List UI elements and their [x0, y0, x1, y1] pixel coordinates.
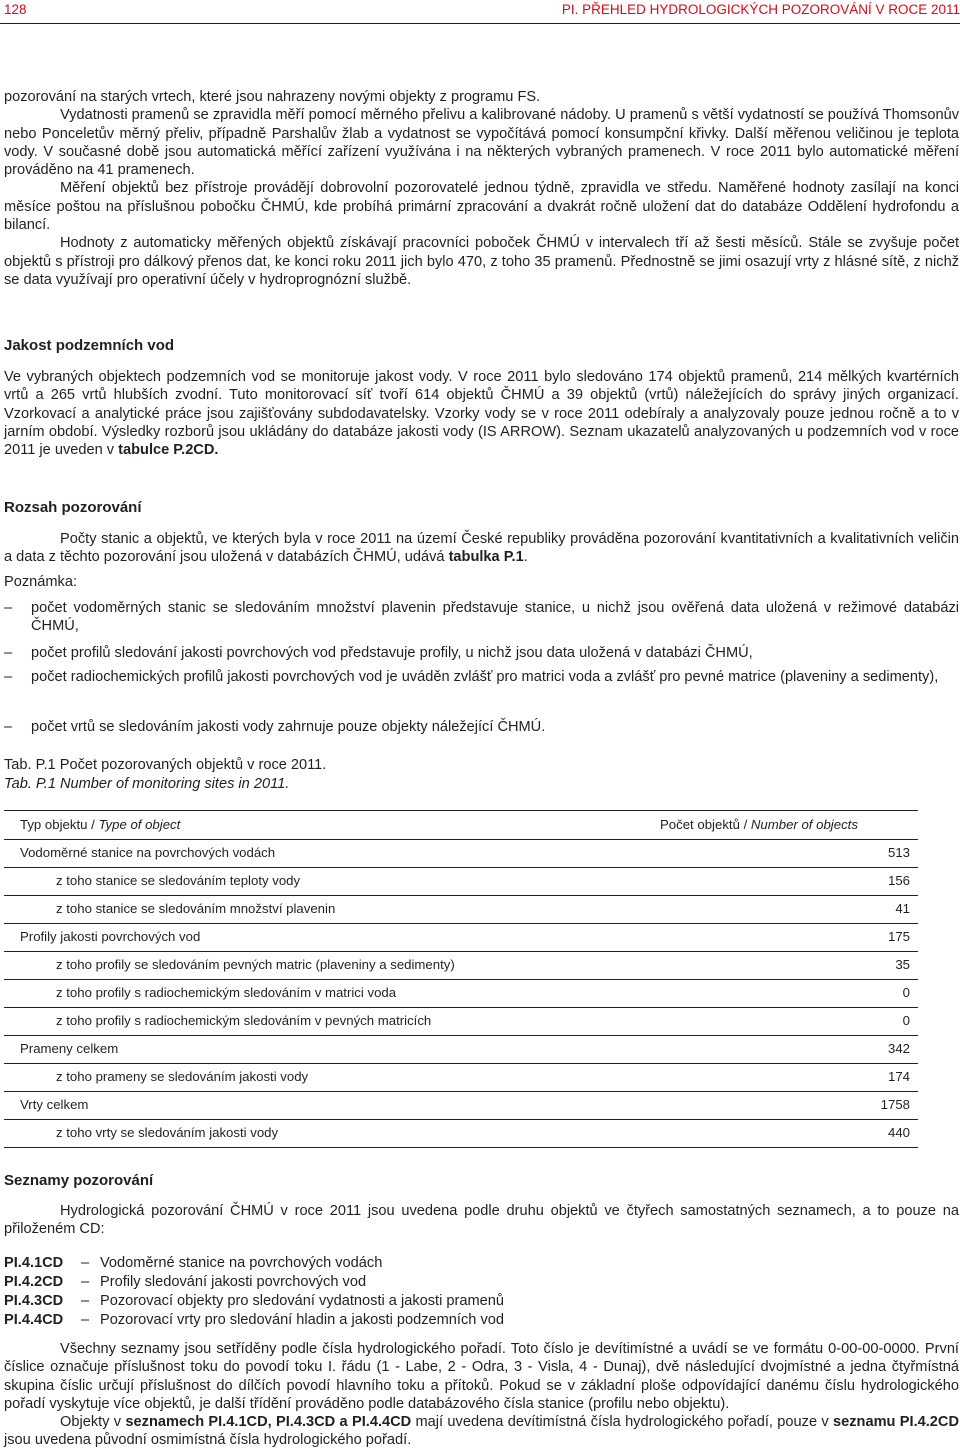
row-label: Vodoměrné stanice na povrchových vodách — [4, 840, 660, 868]
list-code: PI.4.3CD — [4, 1293, 64, 1309]
lists-p2-part-b: seznamech PI.4.1CD, PI.4.3CD a PI.4.4CD — [125, 1414, 412, 1431]
list-text: Pozorovací objekty pro sledování vydatnosti a jakosti pramenů — [100, 1293, 504, 1309]
table-row — [4, 896, 918, 924]
table-row — [4, 980, 918, 1008]
row-label: z toho prameny se sledováním jakosti vody — [4, 1064, 660, 1092]
row-label: Prameny celkem — [4, 1036, 660, 1064]
intro-paragraph-3: Měření objektů bez přístroje provádějí dobrovolní pozorovatelé jednou týdně, zpravidla ve středu. Naměřené hodnoty zasílají na konci měsíce poštou na příslušnou pobočku ČHMÚ, kde probíhá primární zpracování a dvakrát ročně uložení dat do databáze Oddělení hydrofondu a bilancí. — [4, 180, 959, 234]
intro-paragraph-4: Hodnoty z automaticky měřených objektů získávají pracovníci poboček ČHMÚ v intervalech tří až šesti měsíců. Stále se zvyšuje počet objektů s přístroji pro dálkový přenos dat, ke konci roku 2011 jich bylo 470, z toho 35 pramenů. Přednostně se jimi osazují vrty z hlásné sítě, z nichž se data využívají pro operativní účely v hydroprognózní službě. — [4, 235, 959, 288]
row-label: z toho profily s radiochemickým sledováním v pevných matricích — [4, 1008, 660, 1036]
note-label: Poznámka: — [4, 574, 78, 590]
note-text: počet vrtů se sledováním jakosti vody zahrnuje pouze objekty náležející ČHMÚ. — [31, 719, 546, 735]
column-header-count-en: Number of objects — [750, 816, 858, 832]
note-item — [4, 644, 959, 662]
column-header-type-cz: Typ objektu / — [20, 816, 99, 832]
intro-paragraph-2: Vydatnosti pramenů se zpravidla měří pomocí měrného přelivu a kalibrované nádoby. U pramenů s větší vydatností se používá Thomsonův nebo Ponceletův měrný přeliv, případně Parshalův žlab a vydatnost se vypočítává pomocí konsumpční křivky. Další měřenou veličinou je teplota vody. V současné době jsou automatická měřící zařízení využívána i na některých vybraných pramenech. V roce 2011 bylo automatické měření prováděno na 41 pramenech. — [4, 107, 959, 179]
table-caption-en-text: Tab. P.1 Number of monitoring sites in 2011. — [4, 776, 290, 792]
lists-p2-part-d: seznamu PI.4.2CD — [833, 1414, 959, 1431]
row-value: 0 — [660, 1008, 918, 1036]
row-label: z toho profily s radiochemickým sledováním v matrici voda — [4, 980, 660, 1008]
lists-paragraph-2 — [4, 1413, 959, 1450]
table-header-row — [4, 811, 918, 840]
intro-section — [4, 88, 959, 289]
table-row — [4, 952, 918, 980]
lists-p2-part-e: jsou uvedena původní osmimístná čísla hydrologického pořadí. — [4, 1432, 412, 1449]
row-value: 513 — [660, 840, 918, 868]
scope-table-ref: tabulka P.1 — [448, 549, 524, 566]
lists-p2-part-a: Objekty v — [60, 1414, 126, 1431]
note-dash: – — [4, 645, 13, 661]
column-header-type-en: Type of object — [98, 816, 181, 832]
row-value: 35 — [660, 952, 918, 980]
header-rule — [0, 23, 960, 24]
list-item — [4, 1254, 382, 1272]
list-dash: – — [80, 1255, 90, 1271]
scope-text: Počty stanic a objektů, ve kterých byla v roce 2011 na území České republiky prováděna pozorování kvantitativních a kvalitativních veličin a data z těchto pozorování jsou uložená v databázích ČHMÚ, udává — [4, 531, 959, 566]
row-value: 1758 — [660, 1092, 918, 1120]
table-row — [4, 1008, 918, 1036]
table-row — [4, 840, 918, 868]
table-caption-en — [4, 775, 289, 793]
quality-text: Ve vybraných objektech podzemních vod se monitoruje jakost vody. V roce 2011 bylo sledováno 174 objektů pramenů, 214 mělkých kvartérních vrtů a 265 vrtů hlubších zvodní. Tuto monitorovací síť tvoří 614 objektů ČHMÚ a 39 objektů (vrtů) náležejících do správy jiných organizací. Vzorkovací a analytické práce jsou zajišťovány subdodavatelsky. Vzorky vody se v roce 2011 odebíraly a analyzovaly pouze jednou ročně a to v jarním období. Výsledky rozborů jsou ukládány do databáze jakosti vody (IS ARROW). Seznam ukazatelů analyzovaných u podzemních vod v roce 2011 je uveden v — [4, 369, 959, 459]
row-label: z toho profily se sledováním pevných matric (plaveniny a sedimenty) — [4, 952, 660, 980]
list-dash: – — [80, 1274, 90, 1290]
note-dash: – — [4, 600, 13, 616]
note-text: počet vodoměrných stanic se sledováním množství plavenin představuje stanice, u nichž jsou ověřená data uložená v režimové databázi ČHMÚ, — [31, 600, 959, 635]
scope-paragraph — [4, 530, 959, 567]
column-header-type — [4, 811, 660, 840]
note-dash: – — [4, 669, 13, 685]
quality-section — [4, 368, 959, 459]
list-code: PI.4.1CD — [4, 1255, 64, 1271]
scope-section — [4, 530, 959, 567]
note-text: počet profilů sledování jakosti povrchových vod představuje profily, u nichž jsou data uložená v databázi ČHMÚ, — [31, 645, 753, 661]
lists-intro-section — [4, 1202, 959, 1239]
table-row — [4, 1120, 918, 1148]
list-item — [4, 1273, 366, 1291]
note-item — [4, 599, 959, 636]
quality-table-ref: tabulce P.2CD. — [118, 442, 219, 459]
list-item — [4, 1292, 504, 1310]
scope-text-end: . — [523, 549, 528, 566]
list-item — [4, 1311, 504, 1329]
objects-table — [4, 810, 918, 1148]
page-header — [4, 0, 960, 20]
row-value: 0 — [660, 980, 918, 1008]
row-label: Vrty celkem — [4, 1092, 660, 1120]
row-value: 41 — [660, 896, 918, 924]
row-label: z toho vrty se sledováním jakosti vody — [4, 1120, 660, 1148]
lists-detail-section — [4, 1340, 959, 1450]
lists-intro: Hydrologická pozorování ČHMÚ v roce 2011 jsou uvedena podle druhu objektů ve čtyřech samostatných seznamech, a to pouze na přiloženém CD: — [4, 1203, 959, 1238]
list-dash: – — [80, 1312, 90, 1328]
table-caption-cz: Tab. P.1 Počet pozorovaných objektů v roce 2011. — [4, 757, 327, 773]
table-row — [4, 868, 918, 896]
intro-paragraph-1: pozorování na starých vrtech, které jsou nahrazeny novými objekty z programu FS. — [4, 89, 541, 105]
row-value: 174 — [660, 1064, 918, 1092]
row-value: 440 — [660, 1120, 918, 1148]
note-item — [4, 668, 959, 686]
row-value: 342 — [660, 1036, 918, 1064]
page-number: 128 — [4, 1, 27, 17]
scope-heading: Rozsah pozorování — [4, 499, 142, 516]
lists-heading: Seznamy pozorování — [4, 1172, 154, 1189]
table-row — [4, 1036, 918, 1064]
row-value: 156 — [660, 868, 918, 896]
running-title: PI. PŘEHLED HYDROLOGICKÝCH POZOROVÁNÍ V ROCE 2011 — [561, 1, 960, 17]
note-text: počet radiochemických profilů jakosti povrchových vod je uváděn zvlášť pro matrici voda a zvlášť pro pevné matrice (plaveniny a sedimenty), — [31, 669, 939, 685]
table-row — [4, 924, 918, 952]
table-row — [4, 1064, 918, 1092]
list-text: Pozorovací vrty pro sledování hladin a jakosti podzemních vod — [100, 1312, 504, 1328]
list-code: PI.4.2CD — [4, 1274, 64, 1290]
row-label: Profily jakosti povrchových vod — [4, 924, 660, 952]
column-header-count-cz: Počet objektů / — [660, 816, 751, 832]
note-dash: – — [4, 719, 13, 735]
column-header-count — [660, 811, 918, 840]
row-label: z toho stanice se sledováním množství plavenin — [4, 896, 660, 924]
list-text: Profily sledování jakosti povrchových vod — [100, 1274, 367, 1290]
quality-heading: Jakost podzemních vod — [4, 337, 175, 354]
row-value: 175 — [660, 924, 918, 952]
list-code: PI.4.4CD — [4, 1312, 64, 1328]
quality-paragraph — [4, 368, 959, 459]
table-row — [4, 1092, 918, 1120]
list-text: Vodoměrné stanice na povrchových vodách — [100, 1255, 383, 1271]
lists-p2-part-c: mají uvedena devítimístná čísla hydrologického pořadí, pouze v — [411, 1414, 834, 1431]
row-label: z toho stanice se sledováním teploty vody — [4, 868, 660, 896]
note-item — [4, 718, 959, 736]
list-dash: – — [80, 1293, 90, 1309]
lists-paragraph-1: Všechny seznamy jsou setříděny podle čísla hydrologického pořadí. Toto číslo je devítimístné a uvádí se ve formátu 0-00-00-0000. První číslice označuje příslušnost toku do povodí toku I. řádu (1 - Labe, 2 - Odra, 3 - Visla, 4 - Dunaj), dvě následující dvojmístné a jedna čtyřmístná skupina číslic určují příslušnost do dílčích povodí hlavního toku a přítoků. Pokud se v základní ploše odpovídající danému číslu hydrologického pořadí vyskytuje více objektů, je další třídění prováděno podle databázového čísla stanice (profilu nebo objektu). — [4, 1341, 959, 1412]
